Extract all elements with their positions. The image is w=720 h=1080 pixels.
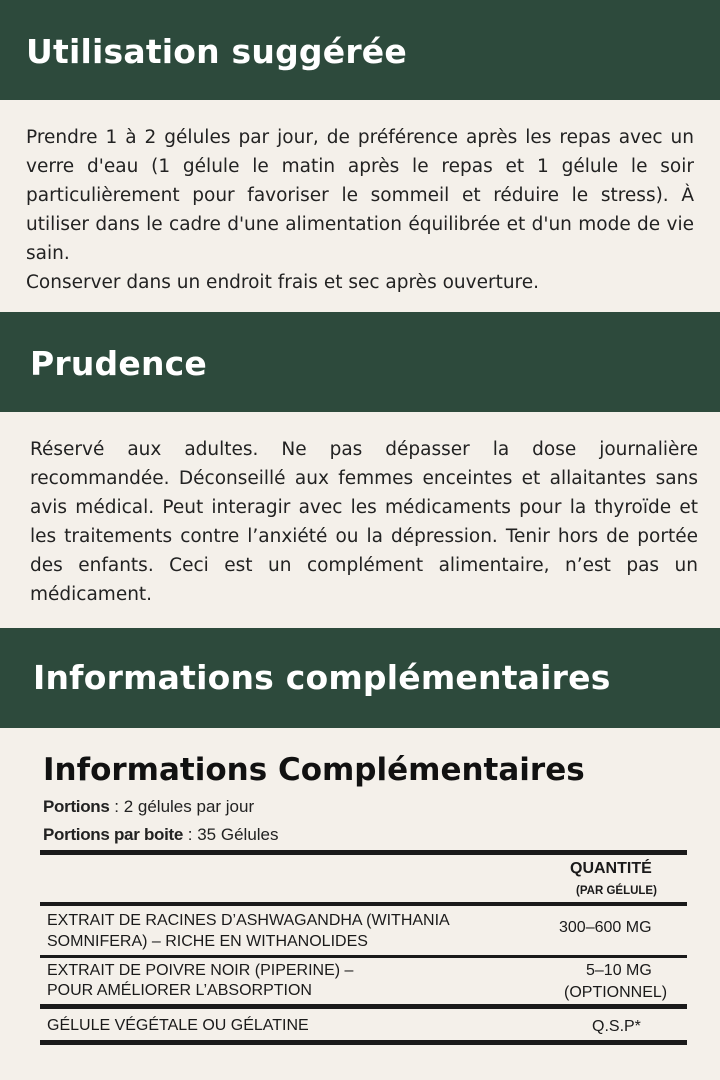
portions-line — [43, 797, 254, 817]
ingredient-name-line1: EXTRAIT DE RACINES D’ASHWAGANDHA (WITHANIA — [47, 912, 450, 929]
usage-banner — [0, 0, 720, 100]
ingredient-quantity-note: (OPTIONNEL) — [564, 984, 668, 1001]
portions-label: Portions — [43, 797, 110, 816]
quantity-header: QUANTITÉ — [570, 860, 652, 877]
additional-title: Informations complémentaires — [33, 658, 611, 697]
table-top-rule — [40, 850, 687, 855]
ingredient-name-line2: SOMNIFERA) – RICHE EN WITHANOLIDES — [47, 933, 368, 950]
per-box-value: : 35 Gélules — [183, 825, 279, 844]
table-header-rule — [40, 902, 687, 906]
ingredient-quantity: Q.S.P* — [592, 1018, 641, 1035]
ingredient-quantity: 5–10 MG — [586, 962, 652, 979]
additional-banner — [0, 628, 720, 728]
usage-text: Prendre 1 à 2 gélules par jour, de préférence après les repas avec un verre d'eau (1 gélule le matin après le repas et 1 gélule le soir particulièrement pour favoriser le sommeil et réduire le stress). À utiliser dans le cadre d'une alimentation équilibrée et d'un mode de vie sain. — [26, 127, 694, 264]
info-title: Informations Complémentaires — [43, 752, 585, 788]
caution-text: Réservé aux adultes. Ne pas dépasser la dose journalière recommandée. Déconseillé aux femmes enceintes et allaitantes sans avis médical. Peut interagir avec les médicaments pour la thyroïde et les traitements contre l’anxiété ou la dépression. Tenir hors de portée des enfants. Ceci est un complément alimentaire, n’est pas un médicament. — [30, 439, 698, 605]
ingredient-name-line2: POUR AMÉLIORER L’ABSORPTION — [47, 982, 312, 999]
per-box-label: Portions par boite — [43, 825, 184, 844]
caution-paragraph — [30, 435, 698, 609]
ingredient-name-line1: GÉLULE VÉGÉTALE OU GÉLATINE — [47, 1017, 309, 1034]
quantity-unit-header: (PAR GÉLULE) — [576, 885, 657, 897]
caution-title: Prudence — [30, 344, 207, 383]
portions-value: : 2 gélules par jour — [109, 797, 255, 816]
usage-paragraph — [26, 123, 694, 297]
table-bottom-rule — [40, 1040, 687, 1045]
table-row-divider — [40, 955, 687, 958]
usage-title: Utilisation suggérée — [26, 32, 407, 71]
storage-text: Conserver dans un endroit frais et sec après ouverture. — [26, 272, 540, 293]
ingredient-name-line1: EXTRAIT DE POIVRE NOIR (PIPERINE) – — [47, 962, 354, 979]
ingredient-quantity: 300–600 MG — [559, 919, 652, 936]
caution-banner — [0, 312, 720, 412]
per-box-line — [43, 825, 279, 845]
table-row-divider — [40, 1004, 687, 1009]
